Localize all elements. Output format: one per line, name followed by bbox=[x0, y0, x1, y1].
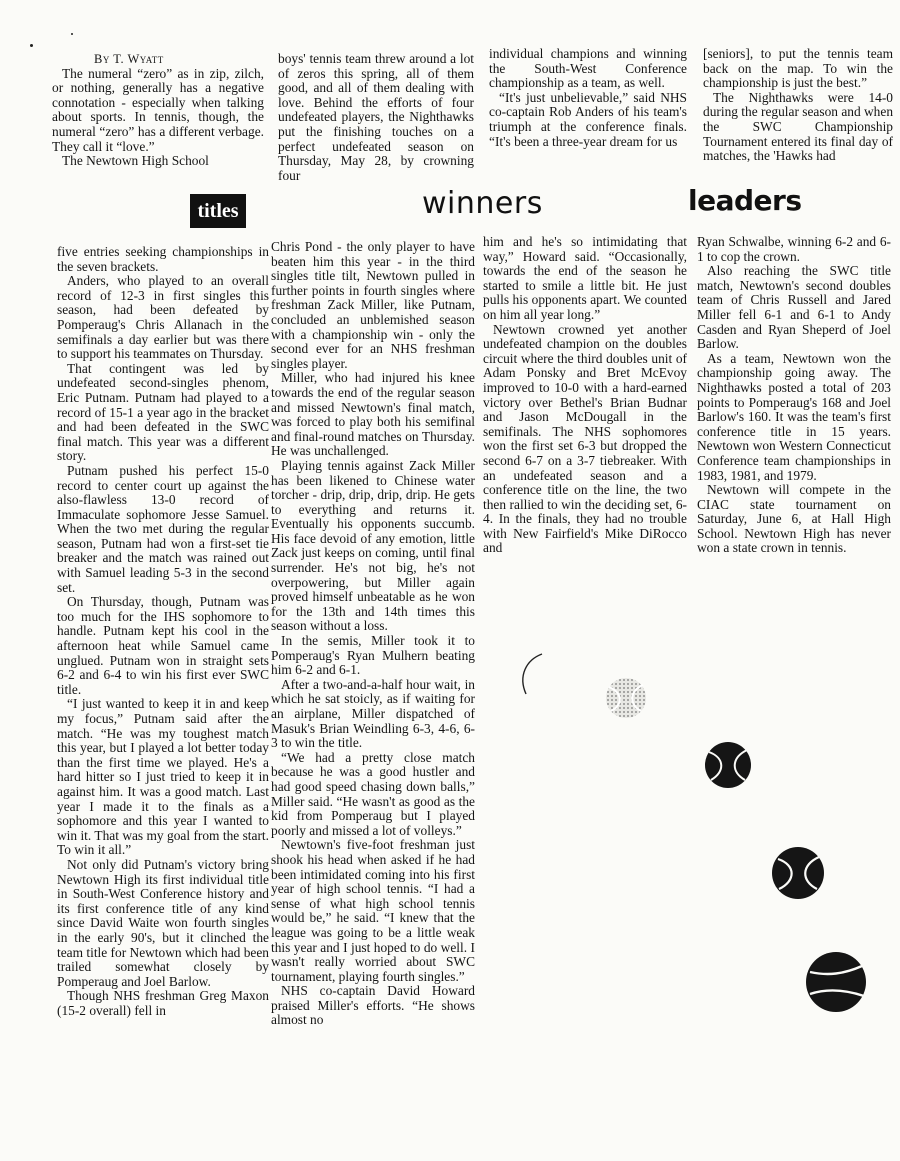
article-column-3 bbox=[483, 235, 687, 595]
paragraph: Newtown's five-foot freshman just shook his head when asked if he had been intimidated coming into his first year of high school tennis. “I had a sense of what high school tennis would be,” he said. “I knew that the league was going to be a little weak this year and I just hoped to do well. I wasn't really worried about SWC tournament, playing fourth singles.” bbox=[271, 837, 475, 984]
paragraph: boys' tennis team threw around a lot of zeros this spring, all of them good, and all of them dealing with love. Behind the efforts of four undefeated players, the Nighthawks put the finishing touches on a perfect undefeated season on Thursday, May 28, by crowning four bbox=[278, 52, 474, 183]
headline-leaders: leaders bbox=[688, 184, 802, 217]
byline: By T. Wyatt bbox=[94, 52, 164, 66]
paragraph: The Newtown High School bbox=[62, 153, 209, 169]
tennis-ball-arc-icon bbox=[512, 650, 552, 700]
paragraph: Also reaching the SWC title match, Newtown's second doubles team of Chris Russell and Jared Miller fell 6-1 and 6-1 to Andy Casden and Ryan Sheperd of Joel Barlow. bbox=[697, 263, 891, 352]
headline-winners: winners bbox=[422, 186, 543, 221]
tennis-ball-icon bbox=[804, 950, 868, 1014]
paragraph: Newtown crowned yet another undefeated champion on the doubles circuit where the third doubles unit of Adam Ponsky and Bret McEvoy improved to 10-0 with a hard-earned victory over Bethel's Brian Budnar and Jason McDougall in the semifinals. The NHS sophomores won the first set 6-3 but dropped the second 6-7 on a 3-7 tiebreaker. With an undefeated season and a conference title on the line, the two then rallied to win the deciding set, 6-4. In the finals, they had no trouble with New Fairfield's Mike DiRocco and bbox=[483, 321, 687, 556]
paragraph: Chris Pond - the only player to have beaten him this year - in the third singles title tilt, Newtown pulled in further points in fourth singles where freshman Zack Miller, like Putnam, concluded an unblemished season with a championship win - only the second ever for an NHS freshman singles player. bbox=[271, 240, 475, 371]
paragraph: [seniors], to put the tennis team back on the map. To win the championship is just the best.” bbox=[703, 47, 893, 91]
paragraph: “It's just unbelievable,” said NHS co-captain Rob Anders of his team's triumph at the conference finals. “It's been a three-year dream for us bbox=[489, 89, 687, 149]
paragraph: five entries seeking championships in the seven brackets. bbox=[57, 245, 269, 274]
article-column-2 bbox=[271, 240, 475, 1152]
paragraph: Playing tennis against Zack Miller has been likened to Chinese water torcher - drip, drip, drip, drip. He gets to everything and returns it. Eventually his opponents succumb. His face devoid of any emotion, little Zack just keeps on coming, until final surrender. He's not big, he's not overpowering, but Miller again proved himself unbeatable as he won for the 13th and 14th times this season without a loss. bbox=[271, 457, 475, 634]
scan-speck bbox=[71, 33, 73, 35]
paragraph: The numeral “zero” as in zip, zilch, or nothing, generally has a negative connotation - especially when talking about sports. In tennis, though, the numeral “zero” has a different verbage. They call it “love.” bbox=[52, 65, 264, 154]
paragraph: Not only did Putnam's victory bring Newtown High its first individual title in South-West Conference history and its first conference title of any kind since David Waite won fourth singles in the early 90's, but it clinched the team title for Newtown which had been trailed somewhat closely by Pomperaug and Joel Barlow. bbox=[57, 856, 269, 989]
tennis-ball-faded-icon bbox=[603, 675, 649, 721]
article-top-column-2 bbox=[278, 52, 474, 190]
paragraph: Though NHS freshman Greg Maxon (15-2 overall) fell in bbox=[57, 988, 269, 1018]
article-column-4 bbox=[697, 235, 891, 595]
tennis-ball-icon bbox=[770, 845, 826, 901]
paragraph: Miller, who had injured his knee towards the end of the regular season and missed Newtown's final match, was forced to play both his semifinal and final-round matches on Thursday. He was unchallenged. bbox=[271, 370, 475, 459]
headline-titles-box bbox=[190, 194, 246, 228]
paragraph: “We had a pretty close match because he was a good hustler and had good speed chasing down balls,” Miller said. “He wasn't as good as the kid from Pomperaug but I played poorly and missed a lot of volleys.” bbox=[271, 749, 475, 838]
paragraph: “I just wanted to keep it in and keep my focus,” Putnam said after the match. “He was my toughest match this year, but I played a lot better today than the first time we played. He's a hard hitter so I just tried to keep it in against him. It was a good match. Last year I made it to the finals as a sophomore and this year I wanted to win it. That was my goal from the start. To win it all.” bbox=[57, 696, 269, 858]
paragraph: That contingent was led by undefeated second-singles phenom, Eric Putnam. Putnam had played to a record of 15-1 a year ago in the bracket and had been defeated in the SWC final match. This year was a different story. bbox=[57, 360, 269, 464]
paragraph: After a two-and-a-half hour wait, in which he sat stoicly, as if waiting for an airplane, Miller dispatched of Masuk's Brian Weindling 6-3, 4-6, 6-3 to win the title. bbox=[271, 676, 475, 751]
headline-titles: titles bbox=[197, 200, 239, 222]
paragraph: NHS co-captain David Howard praised Miller's efforts. “He shows almost no bbox=[271, 983, 475, 1028]
paragraph: On Thursday, though, Putnam was too much for the IHS sophomore to handle. Putnam kept his cool in the afternoon heat while Samuel came unglued. Putnam won in straight sets 6-2 and 6-4 to win his first ever SWC title. bbox=[57, 594, 269, 697]
paragraph: Ryan Schwalbe, winning 6-2 and 6-1 to cop the crown. bbox=[697, 235, 891, 264]
article-top-column-3 bbox=[489, 47, 687, 183]
paragraph: individual champions and winning the South-West Conference championship as a team, as well. bbox=[489, 47, 687, 91]
paragraph: As a team, Newtown won the championship going away. The Nighthawks posted a total of 203 points to Pomperaug's 168 and Joel Barlow's 160. It was the team's first conference title in 15 years. Newtown won Western Connecticut Conference team championships in 1983, 1981, and 1979. bbox=[697, 350, 891, 483]
article-top-column-1 bbox=[52, 52, 264, 188]
paragraph: Newtown will compete in the CIAC state tournament on Saturday, June 6, at Hall High School. Newtown High has never won a state crown in tennis. bbox=[697, 482, 891, 556]
paragraph: In the semis, Miller took it to Pomperaug's Ryan Mulhern beating him 6-2 and 6-1. bbox=[271, 633, 475, 678]
article-column-1 bbox=[57, 245, 269, 1159]
paragraph: Anders, who played to an overall record of 12-3 in first singles this season, had been defeated by Pomperaug's Chris Allanach in the semifinals a day earlier but was there to support his teammates on Thursday. bbox=[57, 273, 269, 362]
paragraph: Putnam pushed his perfect 15-0 record to center court up against the also-flawless 13-0 record of Immaculate sophomore Jesse Samuel. When the two met during the regular season, Putnam had won a first-set tie breaker and the match was rained out with Samuel leading 5-3 in the second set. bbox=[57, 462, 269, 595]
article-top-column-4 bbox=[703, 47, 893, 191]
scan-speck bbox=[30, 44, 33, 47]
paragraph: The Nighthawks were 14-0 during the regular season and when the SWC Championship Tournament entered its final day of matches, the 'Hawks had bbox=[703, 89, 893, 164]
tennis-ball-icon bbox=[703, 740, 753, 790]
paragraph: him and he's so intimidating that way,” Howard said. “Occasionally, towards the end of the season he started to smile a little bit. He just pulls his opponents apart. We counted on him all year long.” bbox=[483, 235, 687, 322]
